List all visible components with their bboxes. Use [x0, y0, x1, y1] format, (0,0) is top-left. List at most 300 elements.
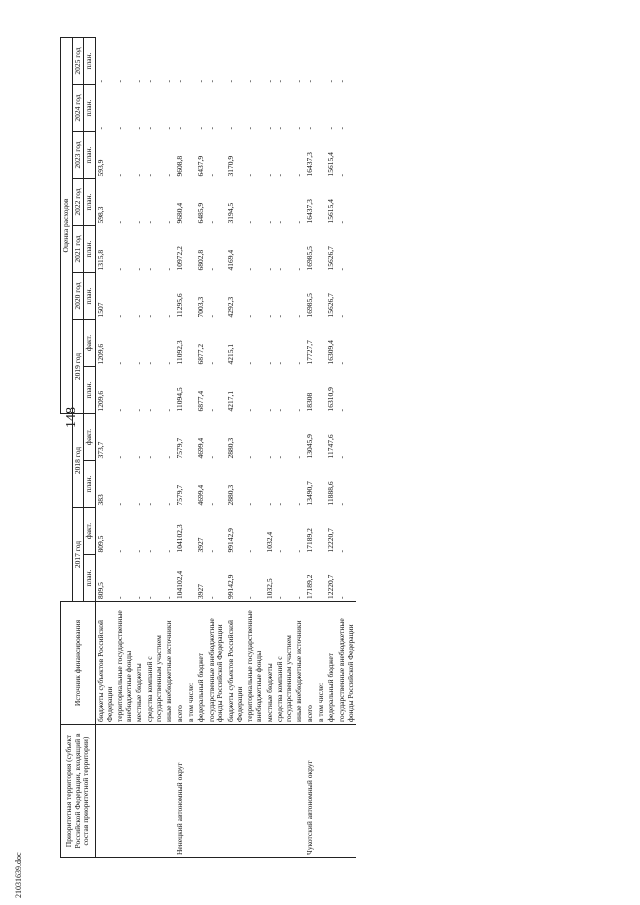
value-cell: 809,5: [95, 582, 105, 599]
value-cell: 7003,3: [196, 296, 206, 318]
value-cell: -: [294, 362, 304, 365]
value-cell: [316, 179, 327, 226]
value-cell: -: [264, 456, 274, 459]
table-row: [186, 38, 197, 858]
value-cell: -: [206, 596, 216, 599]
value-cell: -: [275, 550, 285, 553]
plan-header-7: план.: [84, 226, 96, 273]
value-cell: -: [174, 80, 184, 83]
value-cell: -: [336, 456, 346, 459]
value-cell: 7579,7: [174, 437, 184, 459]
plan-header-10: план.: [84, 85, 96, 132]
year-2025: 2025 год: [72, 38, 84, 85]
table-row: [207, 38, 226, 858]
value-cell: -: [115, 315, 125, 318]
value-cell: -: [245, 596, 255, 599]
value-cell: -: [336, 550, 346, 553]
value-cell: [186, 273, 197, 320]
value-cell: -: [145, 596, 154, 599]
value-cell: 6802,8: [196, 249, 206, 271]
value-cell: -: [336, 315, 346, 318]
value-cell: 11092,3: [174, 340, 184, 365]
fact-header-3: факт.: [84, 414, 96, 461]
value-cell: 10972,2: [174, 246, 184, 271]
value-cell: 11888,6: [326, 481, 336, 506]
value-cell: -: [294, 221, 304, 224]
value-cell: [186, 132, 197, 179]
value-cell: -: [336, 127, 346, 130]
value-cell: -: [145, 221, 154, 224]
value-cell: -: [206, 80, 216, 83]
value-cell: 17727,7: [305, 340, 314, 365]
source-cell: государственные внебюджетные фонды Российской Федерации: [337, 602, 356, 725]
value-cell: -: [294, 174, 304, 177]
table-row: [316, 38, 327, 858]
value-cell: -: [164, 596, 174, 599]
value-cell: -: [164, 80, 174, 83]
source-cell: государственные внебюджетные фонды Российской Федерации: [207, 602, 226, 725]
value-cell: 13490,7: [305, 481, 314, 506]
table-row: [275, 38, 294, 858]
value-cell: 3927: [196, 537, 206, 553]
source-cell: местные бюджеты: [265, 602, 276, 725]
value-cell: -: [275, 80, 285, 83]
value-cell: 598,3: [95, 206, 105, 224]
value-cell: -: [264, 80, 274, 83]
value-cell: -: [134, 456, 144, 459]
value-cell: 11094,5: [174, 387, 184, 412]
value-cell: [186, 320, 197, 367]
value-cell: -: [336, 80, 346, 83]
value-cell: -: [294, 315, 304, 318]
value-cell: -: [134, 315, 144, 318]
value-cell: 1032,5: [264, 578, 274, 599]
value-cell: -: [275, 596, 285, 599]
territory-cell: [275, 725, 294, 858]
year-2021: 2021 год: [72, 226, 84, 273]
source-cell: в том числе:: [186, 602, 197, 725]
value-cell: 4699,4: [196, 437, 206, 459]
value-cell: [186, 461, 197, 508]
value-cell: 9680,4: [174, 202, 184, 224]
value-cell: -: [336, 268, 346, 271]
value-cell: -: [294, 596, 304, 599]
value-cell: 4699,4: [196, 484, 206, 506]
value-cell: -: [336, 503, 346, 506]
table-row: [265, 38, 276, 858]
territory-cell: [164, 725, 175, 858]
value-cell: -: [245, 268, 255, 271]
plan-header-4: план.: [84, 367, 96, 414]
territory-cell: [145, 725, 164, 858]
value-cell: 18308: [305, 392, 314, 412]
value-cell: [186, 38, 197, 85]
document-code: 21031639.doc: [14, 852, 23, 898]
value-cell: -: [264, 409, 274, 412]
value-cell: [316, 320, 327, 367]
value-cell: 4215,1: [226, 343, 235, 365]
value-cell: -: [336, 362, 346, 365]
source-cell: федеральный бюджет: [196, 602, 207, 725]
value-cell: -: [164, 409, 174, 412]
value-cell: [186, 367, 197, 414]
value-cell: -: [196, 127, 206, 130]
value-cell: -: [206, 174, 216, 177]
value-cell: 9608,8: [174, 155, 184, 177]
value-cell: 12220,7: [326, 528, 336, 553]
value-cell: -: [245, 80, 255, 83]
value-cell: -: [134, 268, 144, 271]
territory-cell: [207, 725, 226, 858]
value-cell: -: [145, 362, 154, 365]
value-cell: -: [206, 268, 216, 271]
value-cell: -: [145, 127, 154, 130]
value-cell: -: [264, 174, 274, 177]
value-cell: 1032,4: [264, 531, 274, 553]
territory-cell: [134, 725, 145, 858]
territory-cell: [294, 725, 305, 858]
value-cell: -: [245, 174, 255, 177]
value-cell: -: [115, 456, 125, 459]
value-cell: -: [115, 268, 125, 271]
value-cell: -: [134, 409, 144, 412]
source-cell: иные внебюджетные источники: [294, 602, 305, 725]
table-row: [115, 38, 134, 858]
territory-cell: [95, 725, 115, 858]
value-cell: -: [275, 221, 285, 224]
source-cell: территориальные государственные внебюджетные фонды: [245, 602, 264, 725]
value-cell: [316, 226, 327, 273]
value-cell: -: [174, 127, 184, 130]
source-cell: местные бюджеты: [134, 602, 145, 725]
value-cell: -: [275, 456, 285, 459]
value-cell: -: [305, 80, 314, 83]
value-cell: -: [145, 174, 154, 177]
page-number: 148: [64, 407, 79, 428]
value-cell: -: [206, 550, 216, 553]
value-cell: -: [164, 456, 174, 459]
year-2017: 2017 год: [72, 508, 84, 602]
value-cell: -: [134, 221, 144, 224]
value-cell: -: [326, 80, 336, 83]
value-cell: 1315,8: [95, 249, 105, 271]
table-row: [226, 38, 245, 858]
value-cell: 593,9: [95, 159, 105, 177]
value-cell: -: [264, 127, 274, 130]
value-cell: 17189,2: [305, 528, 314, 553]
value-cell: -: [264, 503, 274, 506]
value-cell: -: [134, 503, 144, 506]
value-cell: 12220,7: [326, 574, 336, 599]
col-territory-header: Приоритетная территория (субъект Российской Федерации, входящий в состав приоритетной территории): [61, 725, 96, 858]
value-cell: 15626,7: [326, 246, 336, 271]
fact-header-1: факт.: [84, 508, 96, 555]
value-cell: 1507: [95, 302, 105, 318]
value-cell: -: [336, 596, 346, 599]
value-cell: [186, 508, 197, 555]
value-cell: 16310,9: [326, 387, 336, 412]
value-cell: -: [264, 315, 274, 318]
territory-cell: [337, 725, 356, 858]
source-cell: в том числе:: [316, 602, 327, 725]
fact-header-5: факт.: [84, 320, 96, 367]
value-cell: -: [115, 221, 125, 224]
plan-header-6: план.: [84, 273, 96, 320]
value-cell: -: [275, 503, 285, 506]
value-cell: -: [294, 456, 304, 459]
year-2024: 2024 год: [72, 85, 84, 132]
table-row: [196, 38, 207, 858]
value-cell: [316, 85, 327, 132]
value-cell: -: [145, 409, 154, 412]
value-cell: -: [115, 127, 125, 130]
table-row: [305, 38, 316, 858]
year-2020: 2020 год: [72, 273, 84, 320]
value-cell: 104102,4: [174, 570, 184, 599]
value-cell: 15626,7: [326, 293, 336, 318]
table-row: [145, 38, 164, 858]
value-cell: -: [245, 409, 255, 412]
value-cell: -: [164, 174, 174, 177]
table-row: [337, 38, 356, 858]
value-cell: 99142,9: [226, 528, 235, 553]
year-2022: 2022 год: [72, 179, 84, 226]
value-cell: 2880,3: [226, 437, 235, 459]
value-cell: -: [294, 409, 304, 412]
territory-cell: Ненецкий автономный округ: [175, 725, 186, 858]
value-cell: [316, 38, 327, 85]
value-cell: 16985,5: [305, 246, 314, 271]
value-cell: -: [145, 315, 154, 318]
value-cell: [316, 273, 327, 320]
value-cell: -: [206, 315, 216, 318]
value-cell: -: [115, 550, 125, 553]
value-cell: [186, 179, 197, 226]
value-cell: 809,5: [95, 535, 105, 553]
value-cell: -: [294, 268, 304, 271]
value-cell: 15615,4: [326, 199, 336, 224]
source-cell: всего: [305, 602, 316, 725]
col-source-header: Источник финансирования: [61, 602, 96, 725]
value-cell: 7579,7: [174, 484, 184, 506]
value-cell: 11295,6: [174, 293, 184, 318]
value-cell: -: [245, 221, 255, 224]
value-cell: -: [275, 362, 285, 365]
value-cell: 1209,6: [95, 343, 105, 365]
value-cell: 4292,3: [226, 296, 235, 318]
source-cell: иные внебюджетные источники: [164, 602, 175, 725]
value-cell: -: [145, 268, 154, 271]
value-cell: [316, 414, 327, 461]
value-cell: [316, 367, 327, 414]
source-cell: средства компаний с государственным участием: [275, 602, 294, 725]
value-cell: -: [294, 80, 304, 83]
blank-header: [61, 414, 73, 602]
value-cell: -: [245, 456, 255, 459]
value-cell: -: [245, 362, 255, 365]
source-cell: всего: [175, 602, 186, 725]
value-cell: -: [245, 315, 255, 318]
table-row: [294, 38, 305, 858]
value-cell: -: [294, 127, 304, 130]
value-cell: [186, 85, 197, 132]
territory-cell: [316, 725, 327, 858]
value-cell: 16985,5: [305, 293, 314, 318]
value-cell: -: [226, 127, 235, 130]
table-row: [95, 38, 115, 858]
value-cell: -: [264, 268, 274, 271]
value-cell: -: [134, 127, 144, 130]
value-cell: -: [134, 174, 144, 177]
value-cell: -: [206, 221, 216, 224]
value-cell: 3927: [196, 584, 206, 599]
plan-header-11: план.: [84, 38, 96, 85]
value-cell: 4169,4: [226, 249, 235, 271]
territory-cell: [226, 725, 245, 858]
value-cell: 6877,2: [196, 343, 206, 365]
value-cell: -: [326, 127, 336, 130]
source-cell: средства компаний с государственным участием: [145, 602, 164, 725]
value-cell: -: [164, 550, 174, 553]
territory-cell: [265, 725, 276, 858]
table-row: [164, 38, 175, 858]
value-cell: -: [206, 456, 216, 459]
value-cell: -: [134, 596, 144, 599]
value-cell: -: [164, 315, 174, 318]
plan-header-2: план.: [84, 461, 96, 508]
value-cell: -: [206, 362, 216, 365]
value-cell: 11747,6: [326, 434, 336, 459]
value-cell: -: [145, 503, 154, 506]
value-cell: [186, 226, 197, 273]
territory-cell: [245, 725, 264, 858]
value-cell: [186, 414, 197, 461]
territory-cell: [115, 725, 134, 858]
value-cell: [316, 508, 327, 555]
value-cell: 2880,3: [226, 484, 235, 506]
value-cell: -: [305, 127, 314, 130]
value-cell: [186, 555, 197, 602]
value-cell: 3170,9: [226, 155, 235, 177]
table-row: [134, 38, 145, 858]
value-cell: -: [95, 127, 105, 130]
value-cell: -: [134, 362, 144, 365]
value-cell: -: [294, 550, 304, 553]
value-cell: 13045,9: [305, 434, 314, 459]
territory-cell: [186, 725, 197, 858]
value-cell: [316, 461, 327, 508]
value-cell: -: [196, 80, 206, 83]
rotated-table-container: [60, 28, 600, 858]
value-cell: -: [336, 409, 346, 412]
year-2018: 2018 год: [72, 414, 84, 508]
value-cell: [316, 555, 327, 602]
value-cell: -: [275, 409, 285, 412]
value-cell: -: [336, 174, 346, 177]
value-cell: -: [134, 550, 144, 553]
value-cell: 16309,4: [326, 340, 336, 365]
table-body: [95, 38, 356, 858]
value-cell: -: [95, 80, 105, 83]
territory-cell: [326, 725, 337, 858]
value-cell: 4217,1: [226, 390, 235, 412]
value-cell: -: [275, 127, 285, 130]
value-cell: 6877,4: [196, 390, 206, 412]
value-cell: -: [275, 174, 285, 177]
value-cell: -: [115, 80, 125, 83]
value-cell: 383: [95, 494, 105, 506]
value-cell: -: [264, 362, 274, 365]
value-cell: 6485,9: [196, 202, 206, 224]
source-cell: территориальные государственные внебюджетные фонды: [115, 602, 134, 725]
value-cell: -: [294, 503, 304, 506]
year-2019: 2019 год: [72, 320, 84, 414]
value-cell: -: [145, 80, 154, 83]
value-cell: -: [145, 456, 154, 459]
estimate-header: Оценка расходов: [61, 38, 73, 414]
value-cell: -: [245, 503, 255, 506]
value-cell: -: [206, 127, 216, 130]
value-cell: -: [164, 127, 174, 130]
value-cell: 15615,4: [326, 152, 336, 177]
year-2023: 2023 год: [72, 132, 84, 179]
table-row: [245, 38, 264, 858]
value-cell: -: [226, 80, 235, 83]
value-cell: 16437,3: [305, 152, 314, 177]
territory-cell: [196, 725, 207, 858]
value-cell: -: [115, 596, 125, 599]
value-cell: 3194,5: [226, 202, 235, 224]
source-cell: бюджеты субъектов Российской Федерации: [226, 602, 245, 725]
value-cell: -: [115, 174, 125, 177]
plan-header-0: план.: [84, 555, 96, 602]
value-cell: -: [145, 550, 154, 553]
value-cell: -: [164, 503, 174, 506]
value-cell: -: [275, 315, 285, 318]
value-cell: 104102,3: [174, 524, 184, 553]
value-cell: 99142,9: [226, 574, 235, 599]
value-cell: 17189,2: [305, 574, 314, 599]
value-cell: -: [206, 503, 216, 506]
value-cell: -: [115, 362, 125, 365]
source-cell: федеральный бюджет: [326, 602, 337, 725]
value-cell: -: [245, 127, 255, 130]
financing-table: [60, 37, 356, 858]
value-cell: [316, 132, 327, 179]
value-cell: 16437,3: [305, 199, 314, 224]
value-cell: -: [206, 409, 216, 412]
territory-cell: Чукотский автономный округ: [305, 725, 316, 858]
value-cell: -: [264, 221, 274, 224]
value-cell: 373,7: [95, 441, 105, 459]
value-cell: -: [134, 80, 144, 83]
source-cell: бюджеты субъектов Российской Федерации: [95, 602, 115, 725]
value-cell: -: [115, 503, 125, 506]
table-row: [326, 38, 337, 858]
value-cell: -: [115, 409, 125, 412]
value-cell: -: [164, 268, 174, 271]
value-cell: 6437,9: [196, 155, 206, 177]
value-cell: -: [245, 550, 255, 553]
value-cell: -: [275, 268, 285, 271]
value-cell: 1209,6: [95, 390, 105, 412]
value-cell: -: [164, 221, 174, 224]
value-cell: -: [336, 221, 346, 224]
table-row: [175, 38, 186, 858]
plan-header-9: план.: [84, 132, 96, 179]
plan-header-8: план.: [84, 179, 96, 226]
value-cell: -: [164, 362, 174, 365]
